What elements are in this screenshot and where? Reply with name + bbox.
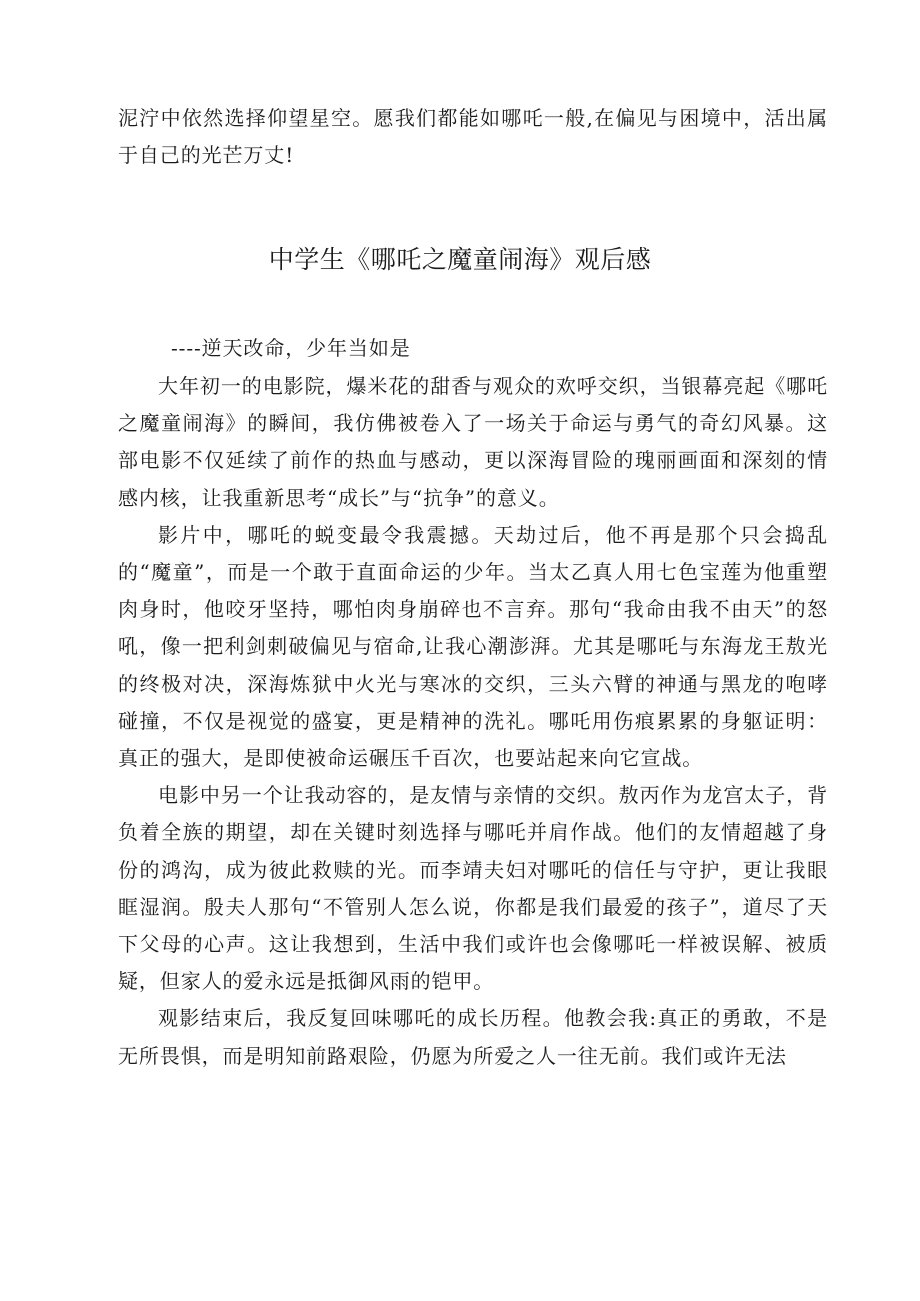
page-title: 中学生《哪吒之魔童闹海》观后感 [268,245,652,274]
paragraph: 大年初一的电影院，爆米花的甜香与观众的欢呼交织，当银幕亮起《哪吒之魔童闹海》的瞬间，我仿佛被卷入了一场关于命运与勇气的奇幻风暴。这部电影不仅延续了前作的热血与感动，更以深海冒险的瑰丽画面和深刻的情感内核，让我重新思考“成长”与“抗争”的意义。 [118,374,828,510]
paragraph: 影片中，哪吒的蜕变最令我震撼。天劫过后，他不再是那个只会捣乱的“魔童”，而是一个敢于直面命运的少年。当太乙真人用七色宝莲为他重塑肉身时，他咬牙坚持，哪怕肉身崩碎也不言弃。那句“我命由我不由天”的怒吼，像一把利剑刺破偏见与宿命,让我心潮澎湃。尤其是哪吒与东海龙王敖光的终极对决，深海炼狱中火光与寒冰的交织，三头六臂的神通与黑龙的咆哮碰撞，不仅是视觉的盛宴，更是精神的洗礼。哪吒用伤痕累累的身躯证明：真正的强大，是即使被命运碾压千百次，也要站起来向它宣战。 [118,522,828,771]
essay-body [118,368,828,1075]
intro-paragraph: 泥泞中依然选择仰望星空。愿我们都能如哪吒一般,在偏见与困境中，活出属于自己的光芒万丈! [118,106,828,168]
paragraph: 观影结束后，我反复回味哪吒的成长历程。他教会我:真正的勇敢，不是无所畏惧，而是明知前路艰险，仍愿为所爱之人一往无前。我们或许无法 [118,1006,828,1068]
subtitle: ----逆天改命，少年当如是 [171,336,411,360]
paragraph: 电影中另一个让我动容的，是友情与亲情的交织。敖丙作为龙宫太子，背负着全族的期望，却在关键时刻选择与哪吒并肩作战。他们的友情超越了身份的鸿沟，成为彼此救赎的光。而李靖夫妇对哪吒的信任与守护，更让我眼眶湿润。殷夫人那句“不管别人怎么说，你都是我们最爱的孩子”，道尽了天下父母的心声。这让我想到，生活中我们或许也会像哪吒一样被误解、被质疑，但家人的爱永远是抵御风雨的铠甲。 [118,783,828,994]
